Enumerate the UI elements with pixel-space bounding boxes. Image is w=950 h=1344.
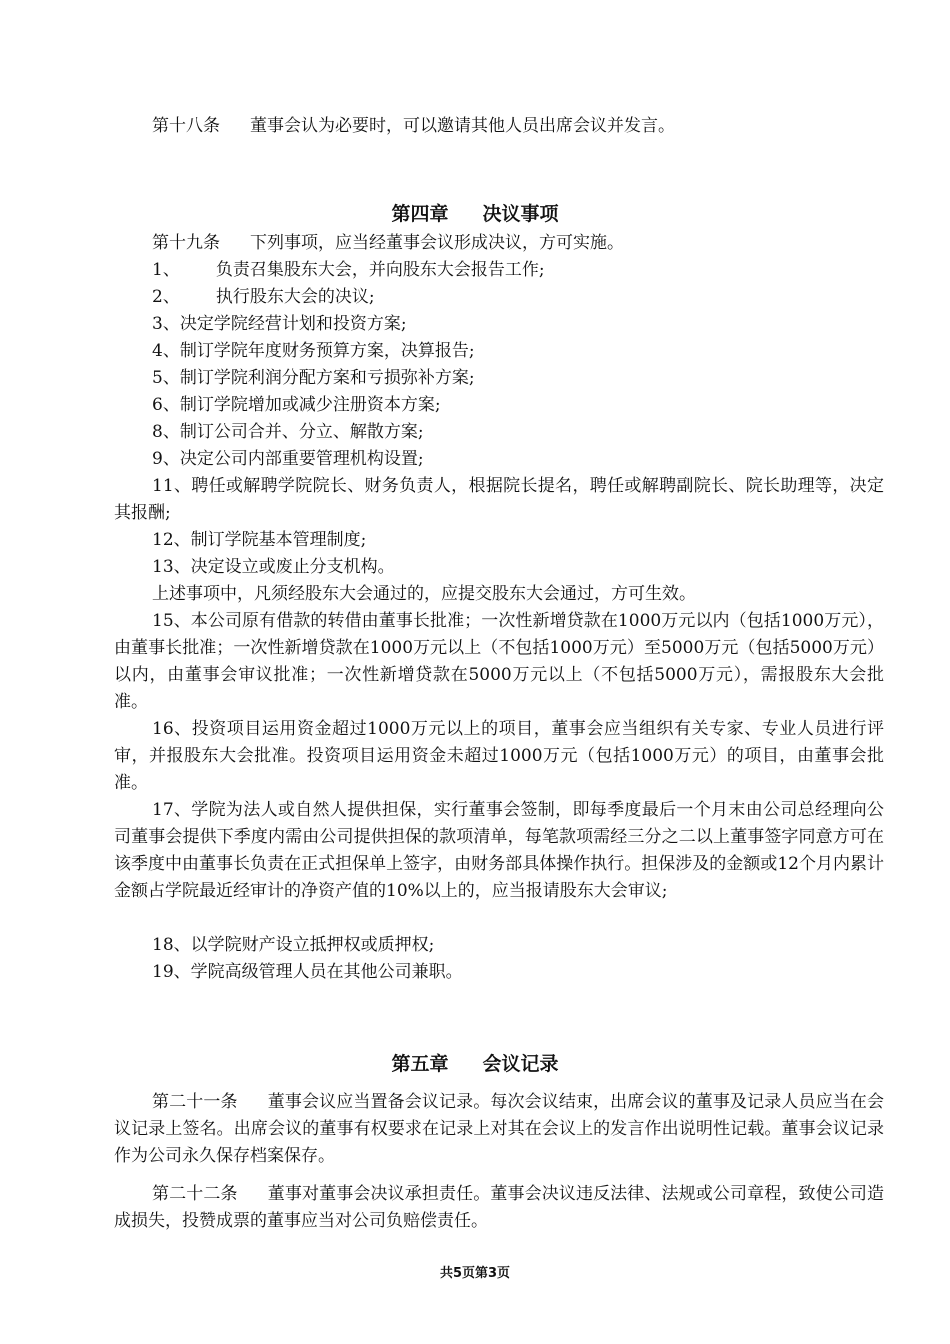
article-text: 董事会认为必要时，可以邀请其他人员出席会议并发言。	[250, 116, 675, 136]
chapter-title: 会议记录	[482, 1053, 559, 1075]
list-item: 11、聘任或解聘学院院长、财务负责人，根据院长提名，聘任或解聘副院长、院长助理等，决定其报酬;	[114, 476, 884, 523]
article-21	[114, 1089, 884, 1170]
list-item: 8、制订公司合并、分立、解散方案;	[152, 422, 424, 442]
list-item: 5、制订学院利润分配方案和亏损弥补方案;	[152, 368, 475, 388]
list-item: 6、制订学院增加或减少注册资本方案;	[152, 395, 441, 415]
list-item	[152, 257, 545, 284]
article-text: 董事会议应当置备会议记录。每次会议结束，出席会议的董事及记录人员应当在会议记录上签名。出席会议的董事有权要求在记录上对其在会议上的发言作出说明性记载。董事会议记录作为公司永久保存档案保存。	[114, 1092, 885, 1166]
article-number: 第二十一条	[152, 1092, 238, 1112]
article-22	[114, 1181, 884, 1235]
chapter-number: 第五章	[391, 1053, 449, 1075]
list-item: 4、制订学院年度财务预算方案，决算报告;	[152, 341, 475, 361]
item-text: 执行股东大会的决议;	[215, 287, 375, 307]
list-item: 12、制订学院基本管理制度;	[152, 530, 367, 550]
article-number: 第十八条	[152, 116, 220, 136]
article-19	[152, 230, 624, 257]
list-item: 18、以学院财产设立抵押权或质押权;	[152, 935, 435, 955]
list-item: 17、学院为法人或自然人提供担保，实行董事会签制，即每季度最后一个月末由公司总经理向公司董事会提供下季度内需由公司提供担保的款项清单，每笔款项需经三分之二以上董事签字同意方可在该季度中由董事长负责在正式担保单上签字，由财务部具体操作执行。担保涉及的金额或12个月内累计金额占学院最近经审计的净资产值的10%以上的，应当报请股东大会审议;	[114, 800, 884, 901]
list-item: 16、投资项目运用资金超过1000万元以上的项目，董事会应当组织有关专家、专业人员进行评审，并报股东大会批准。投资项目运用资金未超过1000万元（包括1000万元）的项目，由董事会批准。	[114, 719, 884, 793]
chapter-title: 决议事项	[482, 203, 559, 225]
article-number: 第二十二条	[152, 1184, 238, 1204]
article-text: 董事对董事会决议承担责任。董事会决议违反法律、法规或公司章程，致使公司造成损失，投赞成票的董事应当对公司负赔偿责任。	[114, 1184, 885, 1231]
item-text: 负责召集股东大会，并向股东大会报告工作;	[215, 260, 545, 280]
list-item: 3、决定学院经营计划和投资方案;	[152, 314, 407, 334]
article-number: 第十九条	[152, 233, 220, 253]
article-text: 下列事项，应当经董事会议形成决议，方可实施。	[250, 233, 624, 253]
list-item	[152, 284, 375, 311]
chapter-number: 第四章	[391, 203, 449, 225]
list-item: 19、学院高级管理人员在其他公司兼职。	[152, 962, 463, 982]
note-paragraph: 上述事项中，凡须经股东大会通过的，应提交股东大会通过，方可生效。	[152, 584, 696, 604]
page-footer: 共5页第3页	[439, 1266, 511, 1281]
list-item: 13、决定设立或废止分支机构。	[152, 557, 395, 577]
chapter-5-heading	[0, 1049, 950, 1076]
item-number: 2、	[152, 287, 180, 307]
article-18	[152, 113, 675, 140]
list-item: 15、本公司原有借款的转借由董事长批准；一次性新增贷款在1000万元以内（包括1000万元），由董事长批准；一次性新增贷款在1000万元以上（不包括1000万元）至5000万元（包括5000万元）以内，由董事会审议批准；一次性新增贷款在5000万元以上（不包括5000万元），需报股东大会批准。	[114, 611, 884, 712]
item-number: 1、	[152, 260, 180, 280]
chapter-4-heading	[0, 199, 950, 226]
list-item: 9、决定公司内部重要管理机构设置;	[152, 449, 424, 469]
